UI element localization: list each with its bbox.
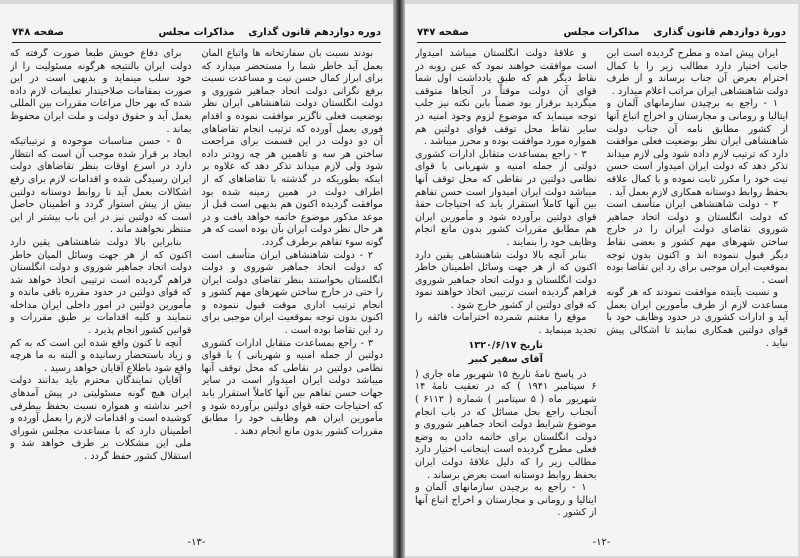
letter-salutation: آقای سفیر کبیر <box>468 354 543 366</box>
paragraph: و علاقهٔ دولت انگلستان میباشد امیدوار است موافقت خواهند نمود که عین روبه در نقاط دیگر هم که طبق یادداشت اول شما قوای آن دولت موقتاً در آنجاها متوقف میگردید برقرار بود ضمناً باین نکته نیز جلب توجه مینماید که موضوع لزوم وجود امنیه در سایر نقاط محل توقف قوای دولتین هم همواره مورد موافقت بوده و محرز میباشد . <box>415 48 597 148</box>
header-period: دورهٔ دوازدهم قانون گذاری <box>653 27 786 38</box>
paragraph: ۵ - حسن مناسبات موجوده و ترتیباتیکه ایجاد بر قرار شده موجب آن است که انتظار دارد در اسرع اوقات بنظر تقاضاهای دولت ایران رسیدگی شده و اقدامات لازم برای رفع اشکالات بعمل آید تا روابط دوستانه دولتین بیش از پیش استوار گردد و اطمینان حاصل است که دولتین نیز در این باب بیشتر از این منتظر نخواهند ماند . <box>10 136 192 236</box>
right-page <box>405 4 798 556</box>
paragraph: ۲ - دولت شاهنشاهی ایران متأسف است که دولت اتحاد جماهیر شوروی و دولت انگلستان بخواستند بنظر تقاضای دولت ایران را حتی در خارج ساختن شهرهای مهم کشور و انجام ترتیب اداری موقت قبول ننموده و اکنون بدون توجه بموقعیت ایران موجبی برای رد این تقاضا بوده است . <box>201 249 383 337</box>
text-column-left <box>10 48 192 528</box>
header-period: دوره دوازدهم قانون گذاری <box>248 27 381 38</box>
paragraph: بودند نسبت بآن سفارتخانه ها واتباع آلمان بعمل آید خاطر شما را مستحضر میدارد که برای ابراز کمال حسن نیت و مساعدت نسبت برفع نگرانی دولت اتحاد جماهیر شوروی و دولت انگلستان دولت شاهنشاهی ایران نظر بوضعیت فعلی ناگزیر موافقت نموده و اقدام فوری بعمل آورده که ترتیب انجام تقاضاهای آن دو دولت در این قسمت برای مراجعت ساختن هر سه و تاهمین هر چه زودتر داده شود ولی لازم میداند تذکر دهد که علاوه بر اینکه بطوریکه در گذشته با تقاضاهای که از اطراف دولت در همین زمینه شده بود موافقت گردیده اکنون هم بدیهی است قبل از موعد مذکور موضوع خاتمه خواهد یافت و در هر حال نظر دولت ایران بآن بوده است که هر گونه سوء تفاهم برطرف گردد. <box>201 48 383 248</box>
paragraph: بنابراین بالا دولت شاهنشاهی یقین دارد اکنون که از هر جهت وسائل المیان خاطر دولت اتحاد جماهیر شوروی و دولت انگلستان فراهم گردیده است ترتیبی اتخاذ خواهد شد که قوای دولتین در حدود مقرره باقی مانده و مأمورین دولتین در امور داخلی ایران مداخله ننمایند و کلیه اقدامات بر طبق مقررات و قوانین کشور انجام پذیرد . <box>10 236 192 337</box>
header-title: مذاکرات مجلس <box>158 27 235 38</box>
page-header <box>12 26 381 43</box>
page-footer-number: -۱۳- <box>187 537 206 548</box>
text-column-right <box>202 48 384 528</box>
paragraph: ایران پیش آمده و مطرح گردیده است این جانب اختیار دارد مطالب زیر را با کمال احترام بعرض آن جناب برساند و از طرف دولت شاهنشاهی ایران مراتب اعلام میدارد . <box>606 48 788 97</box>
paragraph: بنابر آنچه بالا دولت شاهنشاهی یقین دارد اکنون که از هر جهت وسائل اطمینان خاطر دولت انگلستان و دولت اتحاد جماهیر شوروی فراهم گردیده است ترتیبی اتخاذ خواهند نمود که قوای دولتین از کشور خارج شود . <box>415 249 597 311</box>
paragraph: برای دفاع خویش طبعاً صورت گرفته که دولت ایران بالنتیجه هرگونه مسئولیت را از خود سلب مینماید و بدیهی است در این صورت بمقامات صلاحیتدار تعلیمات لازم داده شده که بهر حال مراعات مقررات بین المللی بعمل آید و حقوق دولت و ملت ایران محفوظ بماند . <box>10 48 192 135</box>
paragraph: آقایان نمایندگان محترم باید بدانند دولت ایران هیچ گونه مسئولیتی در پیش آمدهای اخیر نداشته و همواره نسبت بحفظ بیطرفی کوشیده است و اقدامات لازم را بعمل آورده و اطمینان دارد که با مساعدت مجلس شورای ملی این مشکلات بر طرف خواهد شد و استقلال کشور حفظ گردد . <box>10 375 192 462</box>
paragraph: آنچه تا کنون واقع شده این است که به کم و زیاد باستحضار رسانیده و البته به ما هرچه واقع شود باطلاع آقایان خواهد رسید . <box>10 337 192 374</box>
text-column-right <box>607 48 789 528</box>
left-page <box>0 4 393 556</box>
header-page-number: صفحه ۷۴۸ <box>12 27 64 38</box>
page-header <box>417 26 786 43</box>
page-footer-number: -۱۲- <box>592 537 611 548</box>
book-gutter <box>393 0 405 558</box>
paragraph: ۱ - راجع به برچیدن سازمانهای آلمان و ایتالیا و رومانی و مجارستان و اخراج اتباع آنها از کشور مطابق نامه آن جناب دولت شاهنشاهی ایران نظر بوضعیت فعلی موافقت دارد که ترتیب لازم داده شود ولی لازم میداند تذکر دهد که دولت ایران امیدوار است حسن نیت خود را مکرر ثابت نموده و با کمال علاقه بحفظ روابط دوستانه همکاری لازم بعمل آید . <box>606 98 788 198</box>
paragraph: ۱ - راجع به برچیدن سازمانهای آلمان و ایتالیا و رومانی و مجارستان و اخراج اتباع آنها از کشور . <box>415 482 597 519</box>
paragraph: موقع را مغتنم شمرده احترامات فائقه را تجدید مینماید . <box>415 312 597 337</box>
paragraph: و نسبت بآینده موافقت نمودند که هر گونه مساعدت لازم از طرف مأمورین ایران بعمل آید و ادارات کشوری در حدود وظایف خود با قوای دولتین همکاری نمایند تا اشکالی پیش نیاید . <box>606 287 788 349</box>
paragraph: ۲ - دولت شاهنشاهی ایران متأسف است که دولت انگلستان و دولت اتحاد جماهیر شوروی تقاضای دولت ایران را در خارج ساختن شهرهای مهم کشور و بعضی نقاط دیگر قبول ننموده اند و اکنون بدون توجه بموقعیت ایران موجبی برای رد این تقاضا بوده است . <box>606 199 788 286</box>
header-page-number: صفحه ۷۴۷ <box>417 27 469 38</box>
paragraph: ۳ - راجع بمساعدت متقابل ادارات کشوری دولتین از جمله امنیه و شهربانی ) با قوای نظامی دولتین در نقاطی که محل توقف آنها میباشد دولت ایران امیدوار است در سایر جهات حسن تفاهم بین آنها کاملاً استقرار یابد که احتیاجات حقه قوای دولتین برآورده شود و مأمورین ایران هم وظایف خود را مطابق مقررات کشور بدون مانع انجام دهند . <box>201 337 383 437</box>
letter-date: تاریخ ۱۳۲۰/۶/۱۷ <box>468 339 544 351</box>
paragraph: ۳ - راجع بمساعدت متقابل ادارات کشوری دولتی از جمله امنیه و شهربانی با قوای نظامی دولتین در نقاطی که محل توقف آنها میباشد دولت ایران امیدوار است حسن تفاهم بین آنها کاملاً استقرار یابد که احتیاجات حقهٔ قوای دولتین برآورده شود و مأمورین ایران هم مطابق مقررات کشور بدون مانع انجام وظایف خود را بنمایند . <box>415 148 597 248</box>
paragraph: در پاسخ نامهٔ تاریخ ۱۵ شهریور ماه جاری ( ۶ سپتامبر ۱۹۴۱ ) که در تعقیب نامهٔ ۱۴ شهریور ماه ( ۵ سپتامبر ) شماره ( ۶۱۱۲ ) آنجناب راجع بحل مسائل که در باب انجام موضوع شرایط دولت اتحاد جماهیر شوروی و دولت انگلستان برای خاتمه دادن به وضع فعلی مطرح گردیده است اینجانب اختیار دارد مطالب زیر را که دلیل علاقهٔ دولت ایران بحفظ روابط دوستانه است بعرض برساند . <box>415 368 597 481</box>
text-column-left <box>415 48 597 528</box>
header-title: مذاکرات مجلس <box>563 27 640 38</box>
